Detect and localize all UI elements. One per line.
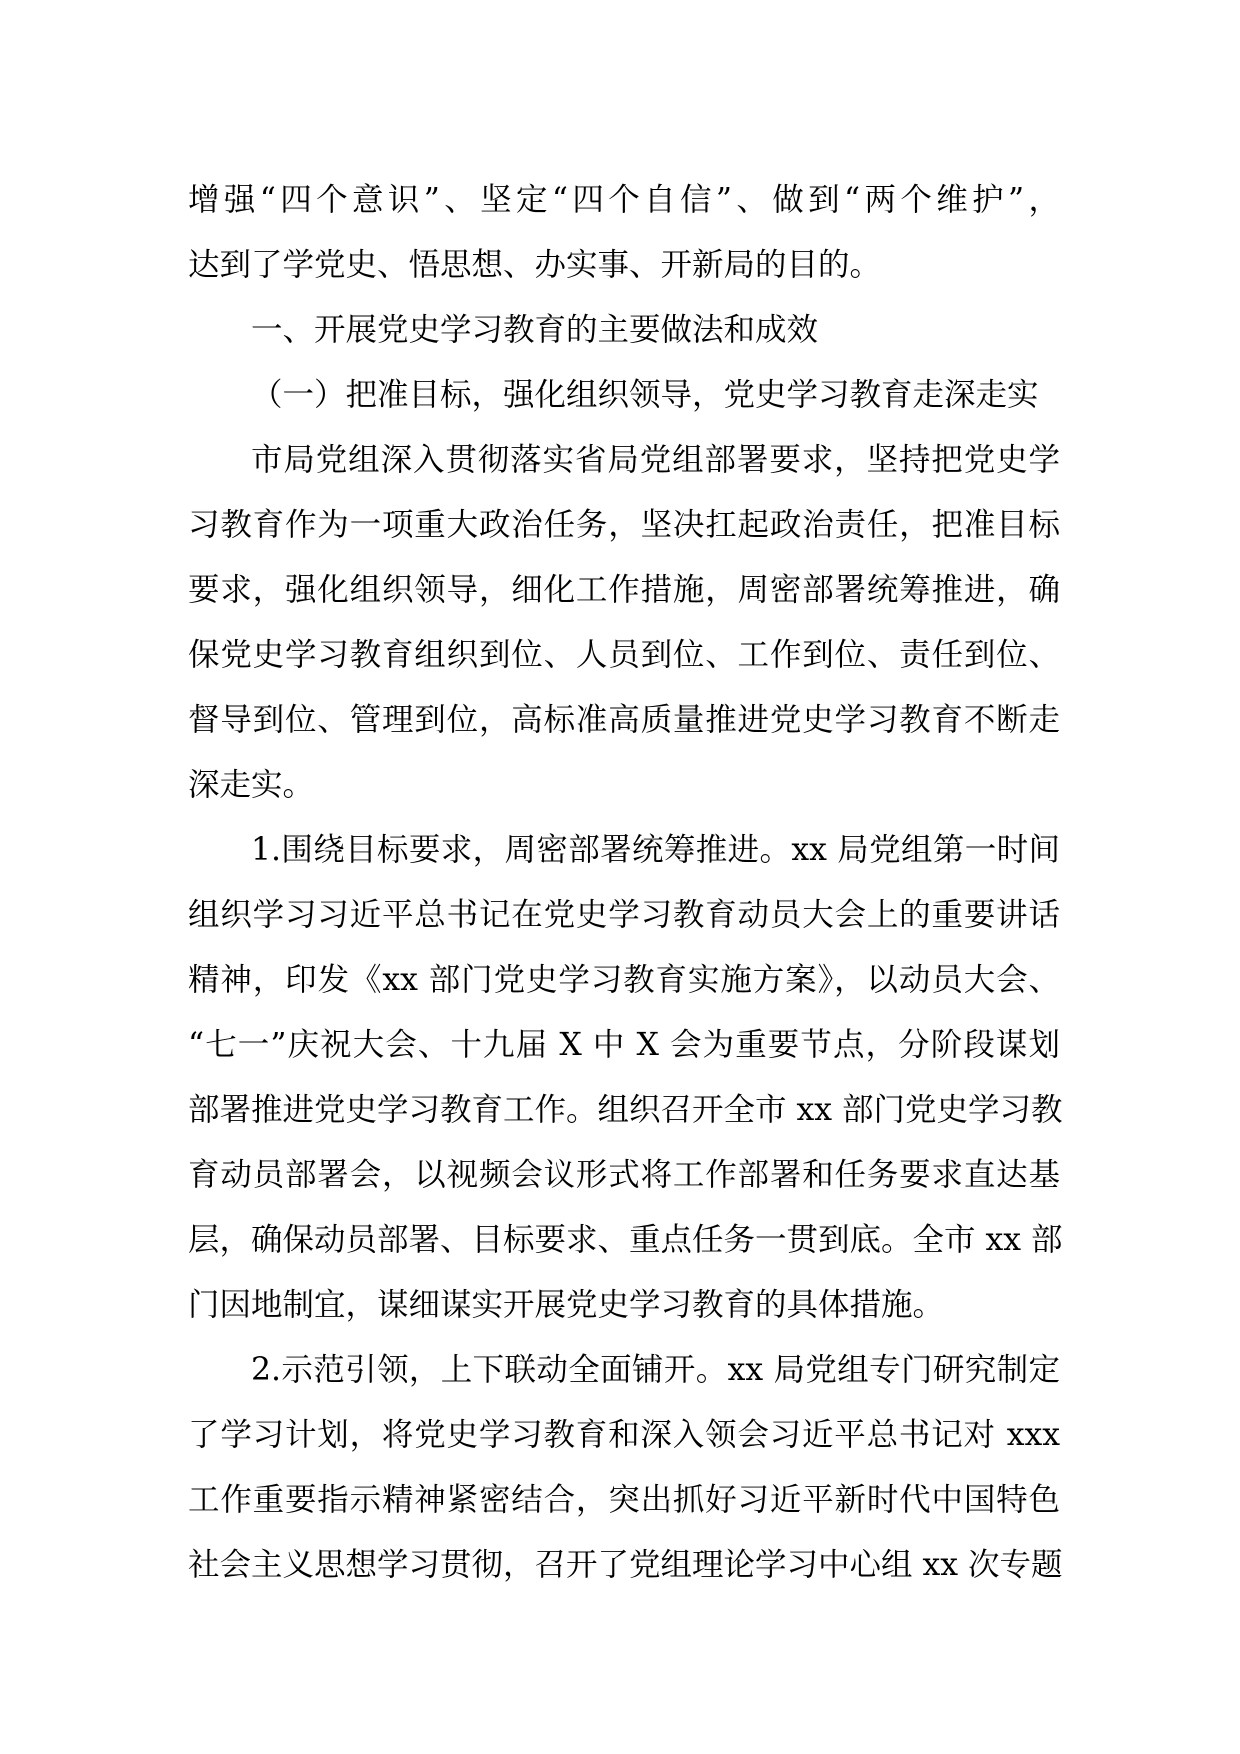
- text-line: 习教育作为一项重大政治任务，坚决扛起政治责任，把准目标: [188, 507, 1060, 543]
- paragraph-first-line: 市局党组深入贯彻落实省局党组部署要求，坚持把党史学: [251, 442, 1060, 478]
- text-line: 精神，印发《xx 部门党史学习教育实施方案》，以动员大会、: [188, 962, 1060, 998]
- text-line: 部署推进党史学习教育工作。组织召开全市 xx 部门党史学习教: [188, 1092, 1063, 1128]
- text-line: 要求，强化组织领导，细化工作措施，周密部署统筹推进，确: [188, 572, 1060, 608]
- subsection-heading: （一）把准目标，强化组织领导，党史学习教育走深走实: [251, 377, 1039, 413]
- section-heading: 一、开展党史学习教育的主要做法和成效: [251, 312, 819, 348]
- text-line: “七一”庆祝大会、十九届 X 中 X 会为重要节点，分阶段谋划: [188, 1027, 1060, 1063]
- text-line: 组织学习习近平总书记在党史学习教育动员大会上的重要讲话: [188, 897, 1060, 933]
- text-line: 社会主义思想学习贯彻，召开了党组理论学习中心组 xx 次专题: [188, 1547, 1063, 1583]
- text-line: 工作重要指示精神紧密结合，突出抓好习近平新时代中国特色: [188, 1482, 1060, 1518]
- text-line: 增强“四个意识”、坚定“四个自信”、做到“两个维护”，: [188, 182, 1060, 218]
- text-line: 层，确保动员部署、目标要求、重点任务一贯到底。全市 xx 部: [188, 1222, 1063, 1258]
- text-line: 深走实。: [188, 767, 315, 803]
- text-line: 育动员部署会，以视频会议形式将工作部署和任务要求直达基: [188, 1157, 1060, 1193]
- text-line: 督导到位、管理到位，高标准高质量推进党史学习教育不断走: [188, 702, 1060, 738]
- text-line: 门因地制宜，谋细谋实开展党史学习教育的具体措施。: [188, 1287, 945, 1323]
- text-line: 了学习计划，将党史学习教育和深入领会习近平总书记对 xxx: [188, 1417, 1060, 1453]
- paragraph-first-line: 2.示范引领，上下联动全面铺开。xx 局党组专门研究制定: [251, 1352, 1060, 1388]
- text-line: 保党史学习教育组织到位、人员到位、工作到位、责任到位、: [188, 637, 1060, 673]
- body-text: [188, 168, 1063, 1598]
- paragraph-first-line: 1.围绕目标要求，周密部署统筹推进。xx 局党组第一时间: [251, 832, 1060, 868]
- text-line: 达到了学党史、悟思想、办实事、开新局的目的。: [188, 247, 882, 283]
